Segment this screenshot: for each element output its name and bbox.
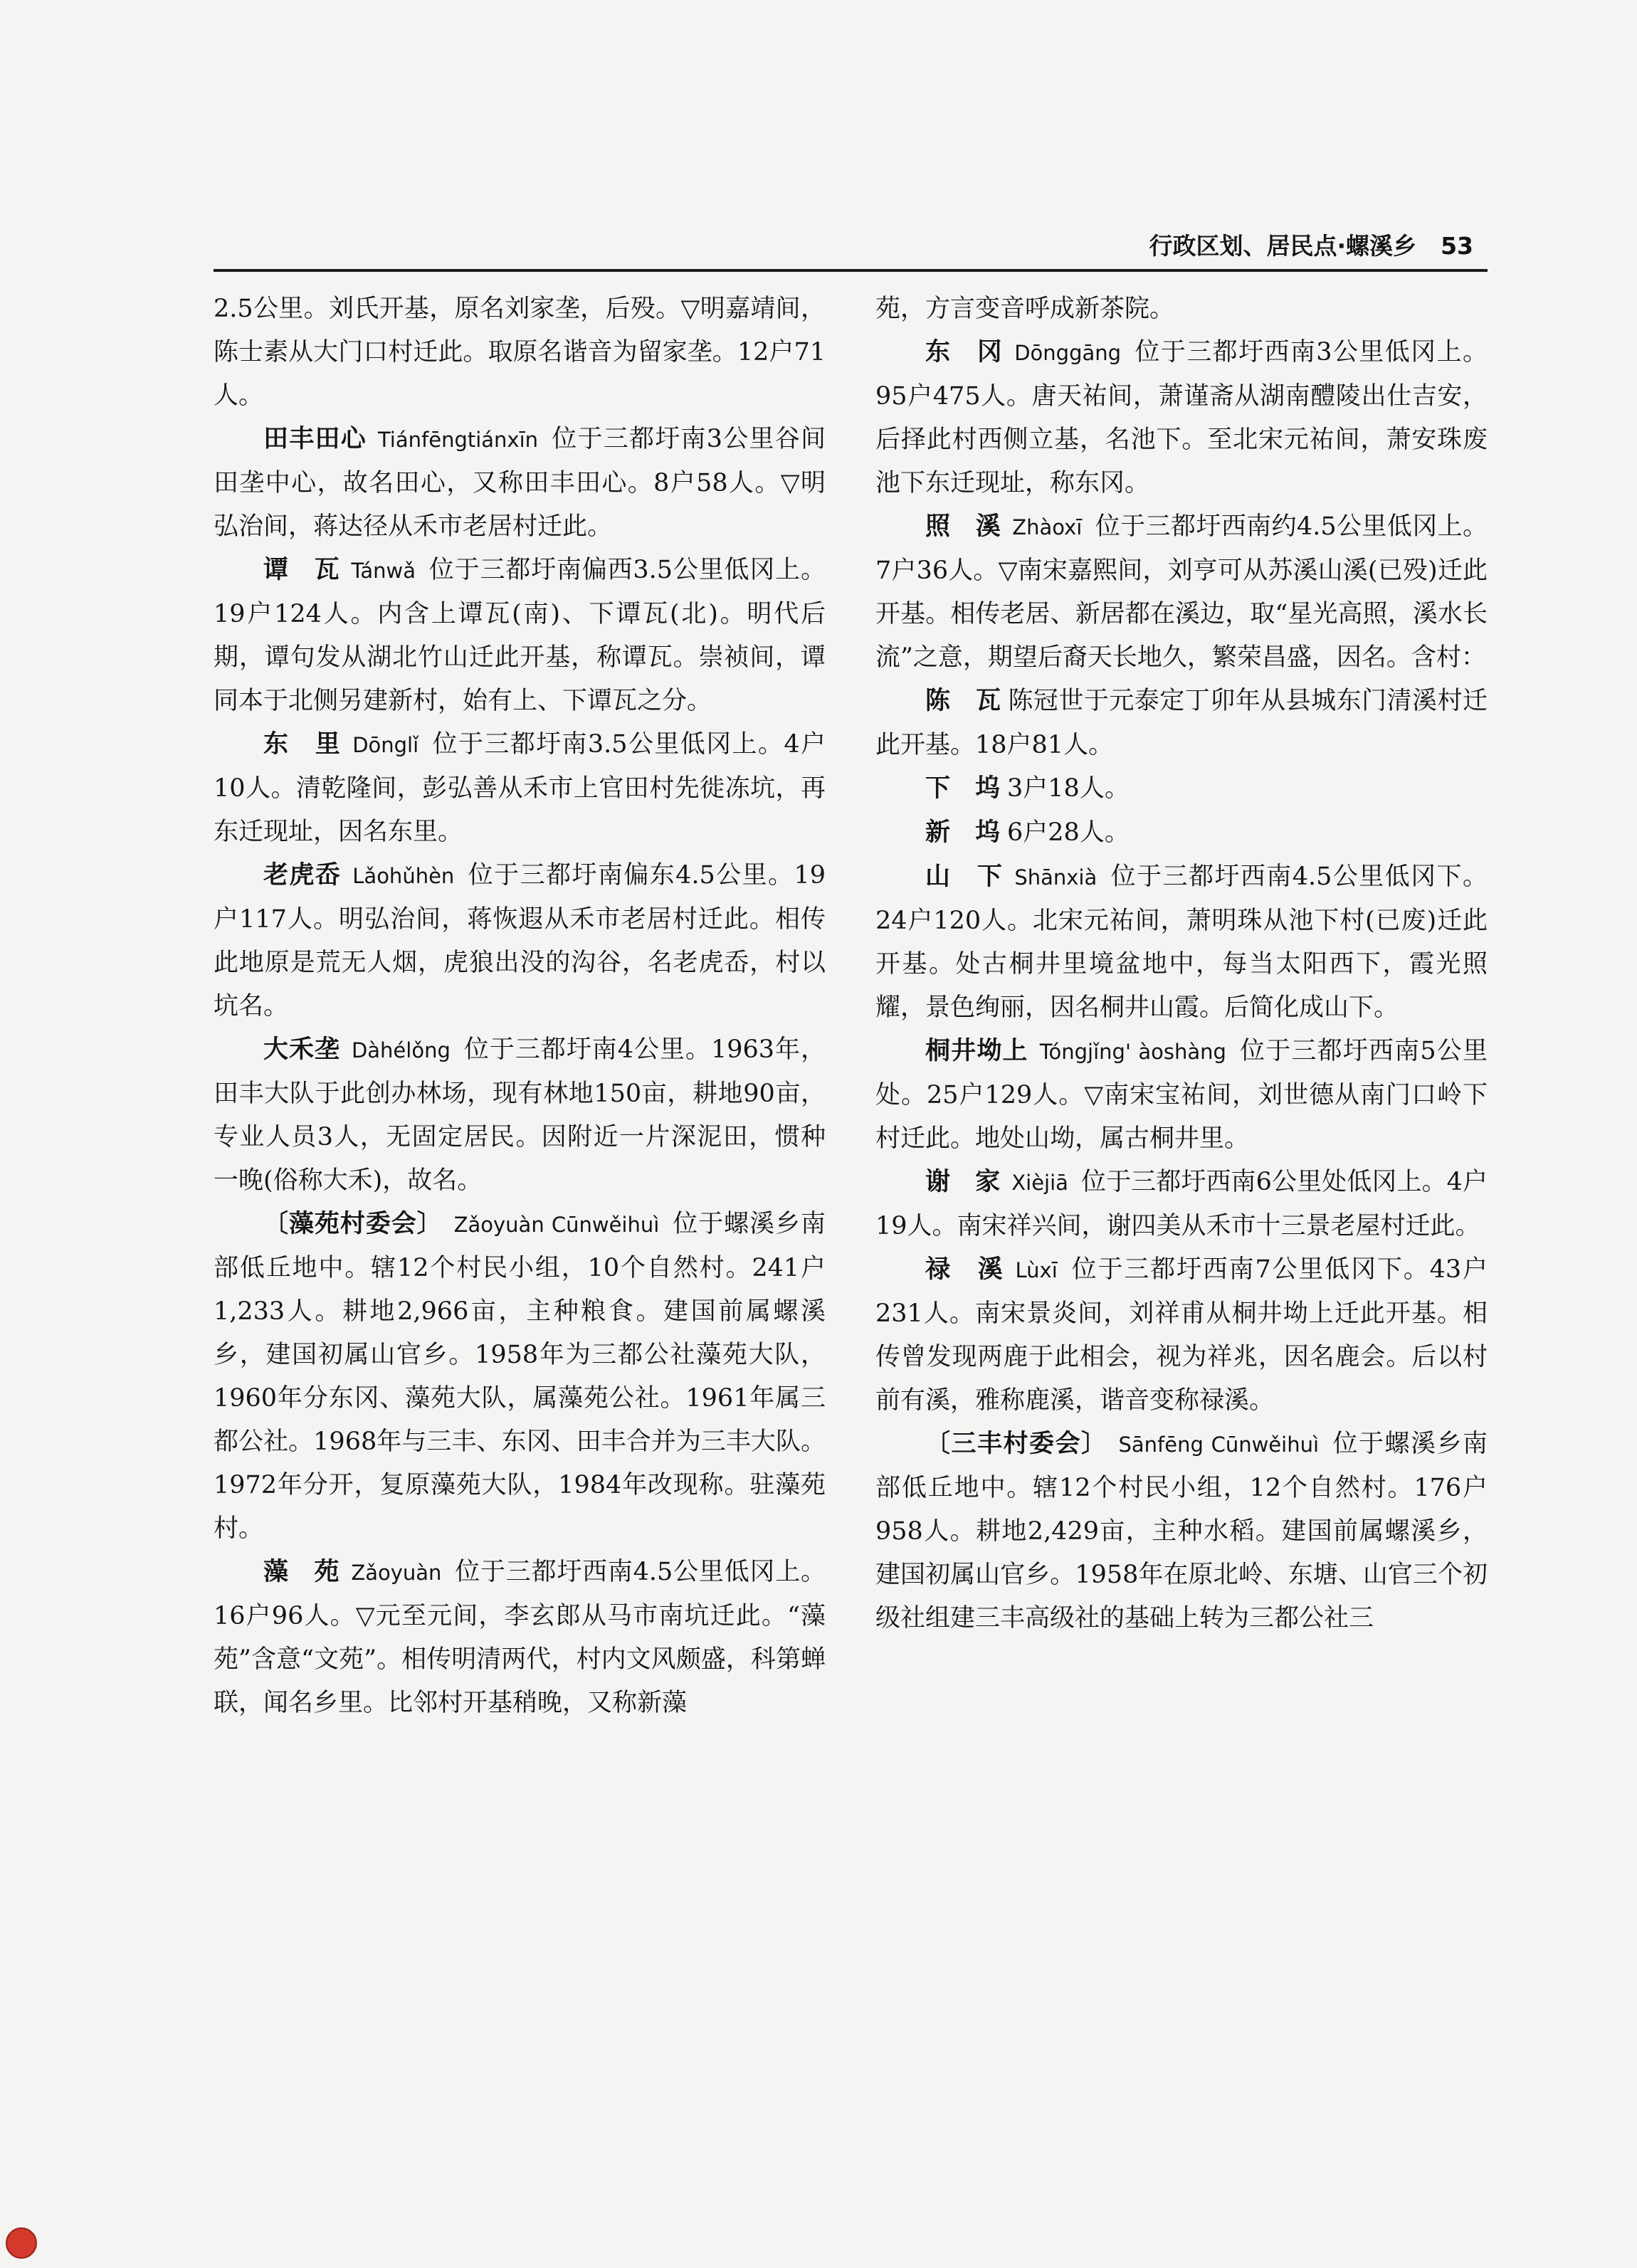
entry-pinyin: Tóngjǐng' àoshàng: [1039, 1040, 1226, 1064]
entry-term: 山 下: [925, 863, 1004, 891]
entry-term: 藻 苑: [263, 1558, 340, 1586]
entry: [875, 855, 1488, 1030]
entry: [875, 1030, 1488, 1161]
entry: [214, 1551, 826, 1725]
entry-body: 位于三都圩西南7公里低冈下。43户231人。南宋景炎间，刘祥甫从桐井坳上迁此开基。相传曾发现两鹿于此相会，视为祥兆，因名鹿会。后以村前有溪，雅称鹿溪，谐音变称禄溪。: [875, 1255, 1488, 1415]
entry-pinyin: Shānxià: [1014, 865, 1098, 890]
entry-body: 位于三都圩西南6公里处低冈上。4户19人。南宋祥兴间，谢四美从禾市十三景老屋村迁此。: [875, 1168, 1488, 1240]
entry-body: 3户18人。: [1007, 774, 1130, 803]
entry-body: 位于三都圩南偏西3.5公里低冈上。19户124人。内含上谭瓦(南)、下谭瓦(北)。明代后期，谭句发从湖北竹山迁此开基，称谭瓦。崇祯间，谭同本于北侧另建新村，始有上、下谭瓦之分。: [214, 556, 826, 715]
entry-pinyin: Xièjiā: [1011, 1171, 1068, 1195]
header-title: 行政区划、居民点·螺溪乡: [1149, 232, 1417, 260]
entry: [875, 811, 1488, 855]
entry: [875, 767, 1488, 811]
entry-pinyin: Dōnglǐ: [352, 733, 419, 757]
entry: [214, 418, 826, 549]
entry-term: 〔三丰村委会〕: [925, 1430, 1107, 1458]
entry-term: 谭 瓦: [263, 556, 340, 584]
right-column: [875, 288, 1488, 2202]
entry-term: 东 里: [263, 730, 342, 759]
entry-term: 谢 家: [925, 1168, 1001, 1196]
entry-body: 位于三都圩南4公里。1963年，田丰大队于此创办林场，现有林地150亩，耕地90亩，专业人员3人，无固定居民。因附近一片深泥田，惯种一晚(俗称大禾)，故名。: [214, 1035, 826, 1195]
seal-icon: [6, 2227, 37, 2259]
entry-body: 苑，方言变音呼成新茶院。: [875, 295, 1175, 323]
entry: [875, 1248, 1488, 1423]
entry-body: 位于螺溪乡南部低丘地中。辖12个村民小组，10个自然村。241户1,233人。耕地2,966亩，主种粮食。建国前属螺溪乡，建国初属山官乡。1958年为三都公社藻苑大队，1960年分东冈、藻苑大队，属藻苑公社。1961年属三都公社。1968年与三丰、东冈、田丰合并为三丰大队。1972年分开，复原藻苑大队，1984年改现称。驻藻苑村。: [214, 1210, 826, 1543]
entry-pinyin: Tiánfēngtiánxīn: [377, 428, 539, 452]
entry: [875, 505, 1488, 680]
entry: [875, 288, 1488, 331]
entry-body: 位于三都圩西南5公里处。25户129人。▽南宋宝祐间，刘世德从南门口岭下村迁此。地处山坳，属古桐井里。: [875, 1037, 1488, 1153]
entry-body: 2.5公里。刘氏开基，原名刘家垄，后殁。▽明嘉靖间，陈士素从大门口村迁此。取原名谐音为留家垄。12户71人。: [214, 295, 826, 410]
entry-term: 禄 溪: [925, 1255, 1004, 1284]
watermark-text: [43, 2237, 46, 2249]
entry-term: 〔藻苑村委会〕: [263, 1210, 443, 1238]
entry-body: 6户28人。: [1007, 818, 1130, 847]
entry-pinyin: Zǎoyuàn Cūnwěihuì: [453, 1213, 660, 1237]
entry-term: 新 坞: [925, 818, 1001, 847]
left-column: [214, 288, 826, 2202]
entry: [875, 680, 1488, 767]
entry-body: 位于三都圩南3.5公里低冈上。4户10人。清乾隆间，彭弘善从禾市上官田村先徙冻坑，再东迁现址，因名东里。: [214, 730, 826, 846]
entry-body: 位于三都圩西南约4.5公里低冈上。7户36人。▽南宋嘉熙间，刘亨可从苏溪山溪(已殁)迁此开基。相传老居、新居都在溪边，取“星光高照，溪水长流”之意，期望后裔天长地久，繁荣昌盛，因名。含村：: [875, 512, 1488, 672]
entry-body: 位于三都圩西南4.5公里低冈下。24户120人。北宋元祐间，萧明珠从池下村(已废)迁此开基。处古桐井里境盆地中，每当太阳西下，霞光照耀，景色绚丽，因名桐井山霞。后简化成山下。: [875, 863, 1488, 1022]
header-rule: [214, 269, 1488, 272]
entry: [214, 854, 826, 1028]
entry: [214, 1028, 826, 1203]
entry-term: 田丰田心: [263, 425, 367, 453]
entry-pinyin: Tánwǎ: [351, 559, 416, 583]
entry-term: 东 冈: [925, 338, 1004, 366]
entry-body: 位于三都圩西南4.5公里低冈上。16户96人。▽元至元间，李玄郎从马市南坑迁此。“藻苑”含意“文苑”。相传明清两代，村内文风颇盛，科第蝉联，闻名乡里。比邻村开基稍晚，又称新藻: [214, 1558, 826, 1717]
entry: [875, 1161, 1488, 1248]
entry-pinyin: Zhàoxī: [1012, 515, 1083, 539]
running-header: [0, 232, 1473, 260]
entry-pinyin: Dàhélǒng: [351, 1038, 451, 1062]
site-watermark: [6, 2226, 184, 2260]
entry: [214, 288, 826, 418]
entry-pinyin: Lǎohǔhèn: [352, 864, 455, 888]
entry-term: 大禾垄: [263, 1035, 340, 1064]
entry-pinyin: Dōnggāng: [1014, 341, 1122, 365]
entry-term: 下 坞: [925, 774, 1001, 803]
entry-body: 位于三都圩南偏东4.5公里。19户117人。明弘治间，蒋恢遐从禾市老居村迁此。相传此地原是荒无人烟，虎狼出没的沟谷，名老虎岙，村以坑名。: [214, 861, 826, 1020]
entry: [875, 1423, 1488, 1640]
page-number: 53: [1441, 232, 1473, 260]
entry-term: 老虎岙: [263, 861, 342, 890]
entry: [214, 1203, 826, 1551]
entry-pinyin: Sānfēng Cūnwěihuì: [1118, 1433, 1320, 1457]
entry-term: 照 溪: [925, 512, 1001, 541]
entry-term: 陈 瓦: [925, 687, 1001, 715]
entry: [214, 723, 826, 854]
entry-pinyin: Lùxī: [1015, 1258, 1058, 1282]
entry-body: 位于螺溪乡南部低丘地中。辖12个村民小组，12个自然村。176户958人。耕地2,429亩，主种水稻。建国前属螺溪乡，建国初属山官乡。1958年在原北岭、东塘、山官三个初级社组建三丰高级社的基础上转为三都公社三: [875, 1430, 1488, 1633]
entry-body: 陈冠世于元泰定丁卯年从县城东门清溪村迁此开基。18户81人。: [875, 687, 1488, 759]
entry-pinyin: Zǎoyuàn: [351, 1561, 442, 1585]
entry: [875, 331, 1488, 505]
entry-body: 位于三都圩西南3公里低冈上。95户475人。唐天祐间，萧谨斋从湖南醴陵出仕吉安，后择此村西侧立基，名池下。至北宋元祐间，萧安珠废池下东迁现址，称东冈。: [875, 338, 1488, 497]
entry-body: 位于三都圩南3公里谷间田垄中心，故名田心，又称田丰田心。8户58人。▽明弘治间，蒋达径从禾市老居村迁此。: [214, 425, 826, 541]
entry: [214, 549, 826, 723]
entry-term: 桐井坳上: [925, 1037, 1028, 1065]
